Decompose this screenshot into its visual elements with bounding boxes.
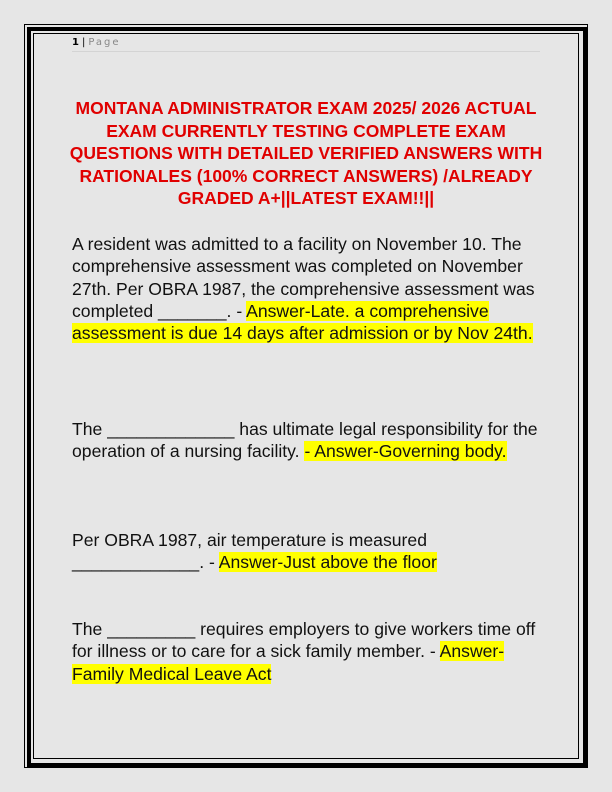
page-label: Page (88, 37, 121, 48)
question-text: The _________ requires employers to give workers time off for illness or to care for a sick family member. - (72, 619, 536, 662)
page-header (72, 37, 540, 52)
header-separator: | (81, 37, 86, 48)
qa-item (72, 418, 552, 463)
question-text: Per OBRA 1987, air temperature is measured _____________. - (72, 530, 427, 573)
qa-item (72, 233, 552, 344)
answer-text: Answer-Family Medical Leave Act (72, 641, 505, 684)
question-text: The _____________ has ultimate legal responsibility for the operation of a nursing facility. (72, 419, 538, 462)
answer-text: Answer-Late. a comprehensive assessment is due 14 days after admission or by Nov 24th. (72, 300, 533, 344)
answer-text: - Answer-Governing body. (304, 441, 507, 462)
answer-text: Answer-Just above the floor (218, 552, 437, 573)
document-title: MONTANA ADMINISTRATOR EXAM 2025/ 2026 ACTUAL EXAM CURRENTLY TESTING COMPLETE EXAM QUESTIONS WITH DETAILED VERIFIED ANSWERS WITH RATIONALES (100% CORRECT ANSWERS) /ALREADY GRADED A+||LATEST EXAM!!|| (69, 98, 543, 208)
qa-item (72, 529, 552, 574)
question-text: A resident was admitted to a facility on November 10. The comprehensive assessment was completed on November 27th. Per OBRA 1987, the comprehensive assessment was completed _______. - (72, 234, 535, 321)
page-number: 1 (72, 37, 79, 48)
qa-item (72, 618, 552, 685)
